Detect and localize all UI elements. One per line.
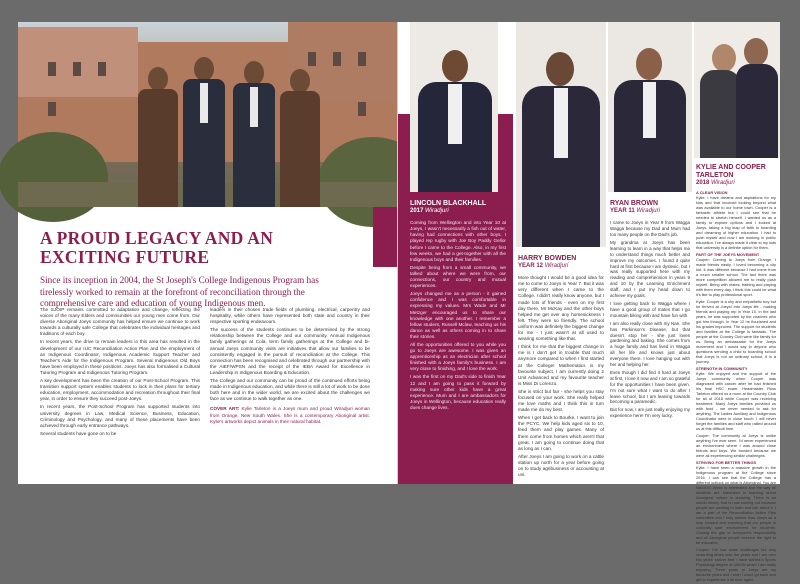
student-story [696,190,776,582]
student-kylie-cooper [696,164,776,584]
paragraph: She is strict but fair - she helps you stay focused on your work. She really helped me love maths and I think this in turn made me do my best. [518,388,604,413]
section-heading: PART OF THE JOEYS MOVEMENT [696,252,760,258]
student-name: LINCOLN BLACKHALL [410,200,487,207]
article-column-2 [210,307,370,427]
paragraph: All the opportunities offered to you while you go to Joeys are awesome. I was given an apprenticeship as an electrician after school finished with a Joeys family's business. I am very close to finishing, and I love the work. [410,341,506,372]
section-heading: STRIVING FOR BETTER THINGS [696,460,757,466]
paragraph: Several students have gone on to be [40,430,117,436]
section: A CLEAR VISION Kylie: I have dreams and aspirations for my kids and that involved looking beyond what was available to our home town. Cooper is a fantastic athlete but I could see that he needed to stretch himself. I wanted us as a family to explore options and I looked at Joeys, taking a big leap of faith to boarding and dreaming of higher education. I had to push myself and now I am working in public education. I've always made it clear to my kids that university is a definite option for them. [696,190,776,251]
paragraph: Even though I did find it hard at Joeys at first, I love it now and I am so grateful for the opportunities I have been given. I'm not sure what I want to do after I leave school, but I am leaning towards becoming a paramedic. [610,369,690,405]
paragraph: The SJOIP remains committed to adaptation and change, reflecting the voices of the many Elders and communities our young men come from. Our diverse Aboriginal Joeys community has helped ensure we continue to work towards a culturally safe College that celebrates the individual heritages and traditions of each boy. [40,307,200,337]
student-year: YEAR 12 Wiradjuri [518,263,569,270]
student-harry [518,255,604,480]
cover-art-caption [210,406,370,424]
paragraph: In recent years, the drive to remain leaders in this area has resulted in the development of our IUC Reconciliation Action Plan and the employment of an Indigenous Coordinator, Indigenous Academic Support Teacher and Teacher's Aide for the Indigenous Program. Several Indigenous Old Boys have been employed in these positions. Joeys has also formalised a Cultural Tutoring Program and Indigenous Tutoring Program. [40,339,200,375]
paragraph: Joeys changed me as a person - it gained confidence and I was comfortable in expressing my values. Mrs Wade and Mr Metzger encouraged us to share our knowledge with one another. I remember a fellow student, Russell Mclaw, teaching us his dance as well as others coming in to share their stories. [410,291,506,339]
paragraph: After Joeys I am going to work on a cattle station up north for a year before going on to study agribusiness or accounting at uni. [518,453,604,478]
paragraph: Coming from Wellington and into Year 10 at Joeys, I wasn't necessarily a fish out of water, having had connections with other boys. I played rep rugby with Joe Boy Paddy Gellor before I came to the College. Also, in my first few weeks, we had a get-together with all the Indigenous boys and their families. [410,220,506,262]
section: PART OF THE JOEYS MOVEMENT Cooper: Coming to Joeys from Orange, I made friends easily. I loved becoming a city kid. It was different because I had come from a much smaller school. The fact there was more competition allowed me to really push myself. Being with mates, training and playing with them every day, I think this could be what it's like to play professional sport. [696,252,776,298]
paragraph: A key development has been the creation of our Post-School Program. This transition support system enables students to lock in their plans for tertiary education, employment, accommodation and recreation throughout their final year, in order to ensure they succeed post-Joeys. [40,378,200,402]
student-ryan [610,200,690,421]
page-title: A PROUD LEGACY AND AN EXCITING FUTURE [40,228,274,267]
right-page [398,22,780,583]
student-year: YEAR 11 Wiradjuri [610,208,660,215]
section: STRENGTH IN COMMUNITY Kylie: We enjoyed and the support of the Joeys community when Cooper was diagnosed with cancer after he had finished his final HSC exam. Headmaster Ross Tarleton offered us a room at the Country Club for all of 2018 while Cooper was receiving treatment. Many Joeys families provided us with food - we never needed to ask for anything. The Ladies Auxiliary and Indigenous Coordinator were in close touch. I will never forget the families and staff who rallied around us at this difficult time. [696,366,776,432]
students-photo [18,22,398,207]
paragraph: leaders in their chosen trade fields of plumbing, electrical, carpentry and hospitality, while others have represented both state and country in their respective sporting endeavours. [210,307,370,325]
paragraph: My grandma at Joeys has been learning to learn in a way that helps me to understand things much better and improve my outcomes. I found it quite hard at first because I am dyslexic, but I was really supported here with my reading and comprehension in years 9 and 10 by the Learning Enrichment staff, and I put my head down to achieve my goals. [610,239,690,299]
section: Kylie: Cooper is a shy and empathetic boy but he thrived at Joeys! Into Joeys life - making friends and playing rep in Year 10. In the last years, he was supported by the coaches who got him through. In Year 12 he flourished and his grades improved. The support for students and families at the College is fantastic. The people at the Country Club were like family for us. Being an ambassador for the Joeys movement and I would say to anyone who questions sending a child to boarding school that Joeys is not an ordinary school, it is a journey. [696,299,776,365]
caption-text: Kylie Tarleton is a Joeys mum and proud Wiradjuri woman from Orange, New South Wales. She is a contemporary Aboriginal artist. Kylie's artworks depict animals in their natural habitat. [210,406,370,424]
paragraph: I am also really close with my Nan. She has Parkinson's Disease, but that doesn't stop her - she just loves gardening and baking. She comes from a huge family and has lived in Wagga all her life and knows just about everyone there. I love hanging out with her and helping her. [610,320,690,368]
student-year: 2018 Wiradjuri [696,180,735,187]
maroon-ribbon [373,207,398,267]
section: STRIVING FOR BETTER THINGS Kylie: I have seen a massive growth in the Indigenous program at the College since 2016. I can see that the College has a different outlook on what is Aboriginal. You are NAIDOC Week is celebrated and the way all students are interested in learning about Aboriginal culture is amazing. There is an untold history that is now coming out because people are wanting to learn and talk about it. I am a part of the Reconciliation Action Plan committee and I truly admire how Joeys as a ship forward and ensuring that our people is culturally safe environment for students. Closing the gap is everyone's responsibility and all Aboriginal people deserve the right to be educated. [696,460,776,546]
paragraph: In recent years, the Post-School Program has supported students into university degrees in Law, Medical Science, Business, Education, Criminology and Psychology, and many of these placements have been achieved through early entrance pathways. [40,404,200,428]
paragraph: Despite being from a small community, we talked about where we were from, our connections, our country and mutual experiences. [410,264,506,289]
paragraph: The College and our community can be proud of the continued efforts being made in Indigenous education, and while there is still a lot of work to be done both here and in the wider world, we are excited about the challenges we face as we continue to walk together as one. [210,378,370,402]
paragraph: But for now, I am just really enjoying my experience here! I'm very lucky. [610,407,690,419]
lincoln-portrait [410,22,498,192]
student-name: KYLIE AND COOPER TARLETON [696,164,766,180]
paragraph: More thought I would be a good idea for me to come to Joeys in Year 7. But it was very different when I came to the College. I didn't really know anyone, but I made lots of friends - even on my first day there. Mr McKay and the other boys helped me get over any homesickness I felt. They were so friendly. The school uniform was definitely the biggest change for me - I just wasn't at all used to wearing something like that. [518,275,604,342]
student-name: RYAN BROWN [610,200,659,207]
paragraph: The success of the students continues to be determined by the strong relationship between the College and our community. Annual Indigenous family gatherings at Cola, term family gatherings at the College and bi-annual Joeys community visits are initiatives that allow our families to be consistently engaged in the pursuit of reconciliation at the College. This connection has been recognised and celebrated through our partnership with the AIEF/WPSN and the receipt of the IEBA Award for Excellence in Leadership in Indigenous Boarding & Education. [210,327,370,375]
section: Cooper: The community at Joeys is unlike anything I've ever seen. I'd never experienced an environment where I was around close friends and boys. We bonded because we were all experiencing similar challenges. [696,433,776,459]
paragraph: When I get back to Bourke, I want to join the PCYC. We help kids aged six to 10, feed them and play games. Many of them come from homes which aren't that great. I am going to continue doing that as long as I can. [518,415,604,451]
caption-label: COVER ART: [210,406,240,412]
left-page [18,22,398,484]
section-heading: A CLEAR VISION [696,190,728,196]
student-lincoln [410,200,506,413]
student-name: HARRY BOWDEN [518,255,577,262]
paragraph: I was the first on my Dad's side to finish Year 12 and I am going to pass it forward by making sure other kids have a great experience. Mum and I are ambassadors for Joeys in Wellington, because education really does change lives. [410,374,506,410]
harry-portrait [516,22,606,247]
title-block [40,229,360,310]
paragraph: I think for me that the biggest change in me is I don't get in trouble that much anymore compared to when I first started at the College! Mathematics is my favourite subject. I am currently doing 2 Unit Advanced and my favourite teacher is Miss Di Lorenzo. [518,344,604,386]
page-subtitle: Since its inception in 2004, the St Joseph's College Indigenous Program has tirelessly worked to remain at the forefront of reconciliation through the comprehensive care and education of young Indigenous men. [40,275,319,308]
kylie-cooper-portrait [694,22,780,158]
ryan-portrait [608,22,692,192]
student-story [610,220,690,419]
section: Cooper: I've had some challenges but very rewarding times over the years and I am over two years' cancer-free. I have started a Sports Physiology degree at UNSW which I am really enjoying. Three years at Joeys are my favourite years and I wish I could go back and get to experience it all over again. [696,547,776,583]
section-heading: STRENGTH IN COMMUNITY [696,366,748,372]
student-story [410,220,506,411]
paragraph: I love getting back to Wagga where I have a good group of mates that I go mountain biking with and have fun with. [610,300,690,318]
student-year: 2017 Wiradjuri [410,208,449,215]
student-story [518,275,604,478]
paragraph: I came to Joeys in Year 9 from Wagga Wagga because my Dad and Mum had too many people on the Dad's job. [610,220,690,238]
article-column-1 [40,307,200,439]
